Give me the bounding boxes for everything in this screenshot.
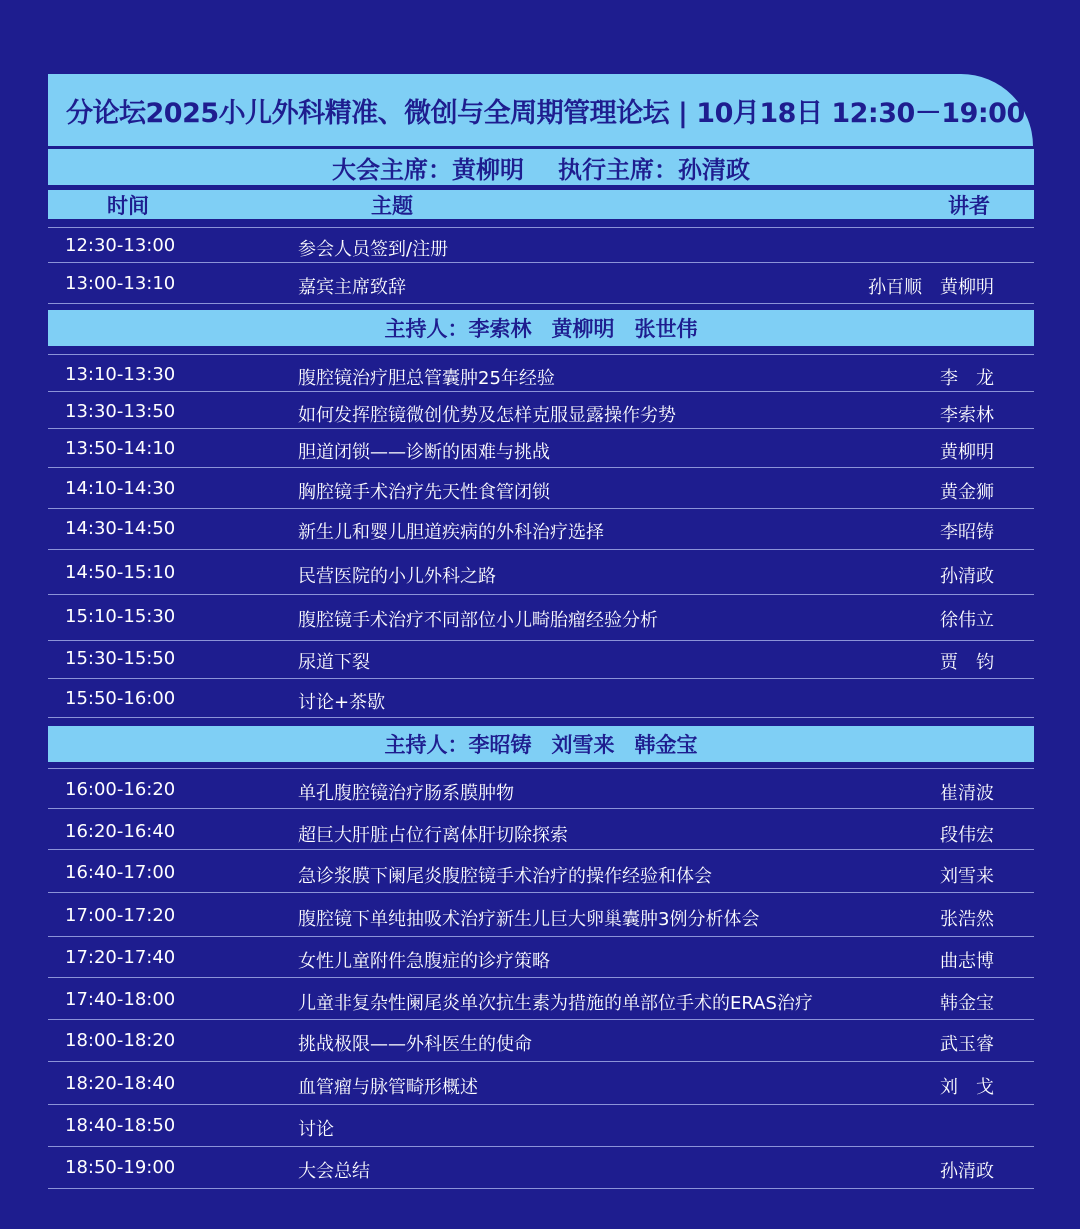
row-speaker: 刘雪来: [940, 866, 994, 887]
row-topic: 讨论: [298, 1119, 334, 1140]
row-divider: [48, 428, 1034, 429]
row-speaker: 张浩然: [940, 909, 994, 930]
row-divider: [48, 549, 1034, 550]
row-divider: [48, 640, 1034, 641]
host-name: 韩金宝: [634, 733, 698, 757]
row-time: 13:30-13:50: [65, 401, 176, 422]
row-time: 13:00-13:10: [65, 273, 176, 294]
row-divider: [48, 849, 1034, 850]
row-speaker: 曲志博: [940, 951, 994, 972]
row-speaker: 段伟宏: [940, 825, 994, 846]
row-time: 15:10-15:30: [65, 606, 176, 627]
row-topic: 胆道闭锁——诊断的困难与挑战: [298, 442, 550, 463]
row-time: 16:40-17:00: [65, 862, 176, 883]
row-time: 18:20-18:40: [65, 1073, 176, 1094]
row-divider: [48, 354, 1034, 355]
host-name: 黄柳明: [551, 317, 615, 341]
row-time: 14:10-14:30: [65, 478, 176, 499]
host-bar-1: [48, 310, 1034, 346]
row-divider: [48, 808, 1034, 809]
row-time: 16:20-16:40: [65, 821, 176, 842]
row-topic: 尿道下裂: [298, 652, 370, 673]
row-divider: [48, 262, 1034, 263]
row-speaker: 贾 钧: [940, 652, 994, 673]
host-name: 李昭铸: [468, 733, 532, 757]
executive-chair: 执行主席：孙清政: [558, 155, 750, 184]
row-topic: 单孔腹腔镜治疗肠系膜肿物: [298, 783, 514, 804]
row-divider: [48, 1104, 1034, 1105]
row-time: 15:50-16:00: [65, 688, 176, 709]
row-topic: 腹腔镜手术治疗不同部位小儿畸胎瘤经验分析: [298, 610, 658, 631]
row-speaker: 黄柳明: [940, 442, 994, 463]
row-divider: [48, 227, 1034, 228]
row-time: 14:30-14:50: [65, 518, 176, 539]
column-topic: 主题: [371, 193, 413, 218]
row-divider: [48, 1061, 1034, 1062]
host-bar-2: [48, 726, 1034, 762]
row-divider: [48, 678, 1034, 679]
row-topic: 挑战极限——外科医生的使命: [298, 1034, 532, 1055]
chairs-bar: [48, 149, 1034, 185]
row-time: 16:00-16:20: [65, 779, 176, 800]
row-divider: [48, 303, 1034, 304]
row-time: 12:30-13:00: [65, 235, 176, 256]
row-speaker: 孙清政: [940, 1161, 994, 1182]
host-name: 刘雪来: [551, 733, 615, 757]
row-speaker: 李昭铸: [940, 522, 994, 543]
row-time: 15:30-15:50: [65, 648, 176, 669]
host-label: 主持人：: [384, 733, 469, 757]
row-time: 17:40-18:00: [65, 989, 176, 1010]
row-time: 18:50-19:00: [65, 1157, 176, 1178]
row-time: 18:00-18:20: [65, 1030, 176, 1051]
row-topic: 血管瘤与脉管畸形概述: [298, 1077, 478, 1098]
row-divider: [48, 508, 1034, 509]
row-speaker: 武玉睿: [940, 1034, 994, 1055]
row-speaker: 崔清波: [940, 783, 994, 804]
row-divider: [48, 717, 1034, 718]
host-name: 张世伟: [634, 317, 698, 341]
row-topic: 大会总结: [298, 1161, 370, 1182]
row-divider: [48, 594, 1034, 595]
row-speaker: 孙百顺 黄柳明: [868, 277, 994, 298]
row-topic: 新生儿和婴儿胆道疾病的外科治疗选择: [298, 522, 604, 543]
row-topic: 胸腔镜手术治疗先天性食管闭锁: [298, 482, 550, 503]
row-speaker: 韩金宝: [940, 993, 994, 1014]
row-speaker: 刘 戈: [940, 1077, 994, 1098]
host-name: 李索林: [468, 317, 532, 341]
row-time: 17:20-17:40: [65, 947, 176, 968]
row-divider: [48, 892, 1034, 893]
row-divider: [48, 1019, 1034, 1020]
row-time: 13:10-13:30: [65, 364, 176, 385]
row-topic: 女性儿童附件急腹症的诊疗策略: [298, 951, 550, 972]
row-time: 14:50-15:10: [65, 562, 176, 583]
row-divider: [48, 1146, 1034, 1147]
row-speaker: 黄金狮: [940, 482, 994, 503]
host-label: 主持人：: [384, 317, 469, 341]
main-chair: 大会主席：黄柳明: [332, 155, 524, 184]
row-speaker: 孙清政: [940, 566, 994, 587]
row-speaker: 李 龙: [940, 368, 994, 389]
row-topic: 讨论+茶歇: [298, 692, 386, 713]
row-topic: 急诊浆膜下阑尾炎腹腔镜手术治疗的操作经验和体会: [298, 866, 712, 887]
column-time: 时间: [107, 193, 149, 218]
column-header: [48, 190, 1034, 219]
column-speaker: 讲者: [948, 193, 990, 218]
row-speaker: 李索林: [940, 405, 994, 426]
row-time: 18:40-18:50: [65, 1115, 176, 1136]
row-time: 13:50-14:10: [65, 438, 176, 459]
row-topic: 如何发挥腔镜微创优势及怎样克服显露操作劣势: [298, 405, 676, 426]
row-divider: [48, 768, 1034, 769]
row-divider: [48, 391, 1034, 392]
row-topic: 儿童非复杂性阑尾炎单次抗生素为措施的单部位手术的ERAS治疗: [298, 993, 813, 1014]
row-divider: [48, 1188, 1034, 1189]
row-divider: [48, 977, 1034, 978]
row-divider: [48, 467, 1034, 468]
row-topic: 超巨大肝脏占位行离体肝切除探索: [298, 825, 568, 846]
row-topic: 腹腔镜下单纯抽吸术治疗新生儿巨大卵巢囊肿3例分析体会: [298, 909, 760, 930]
row-time: 17:00-17:20: [65, 905, 176, 926]
row-topic: 嘉宾主席致辞: [298, 277, 406, 298]
row-topic: 腹腔镜治疗胆总管囊肿25年经验: [298, 368, 555, 389]
forum-title: 分论坛2025小儿外科精准、微创与全周期管理论坛 | 10月18日 12:30－19:00: [48, 74, 1033, 146]
row-speaker: 徐伟立: [940, 610, 994, 631]
row-topic: 参会人员签到/注册: [298, 239, 449, 260]
row-topic: 民营医院的小儿外科之路: [298, 566, 496, 587]
row-divider: [48, 936, 1034, 937]
